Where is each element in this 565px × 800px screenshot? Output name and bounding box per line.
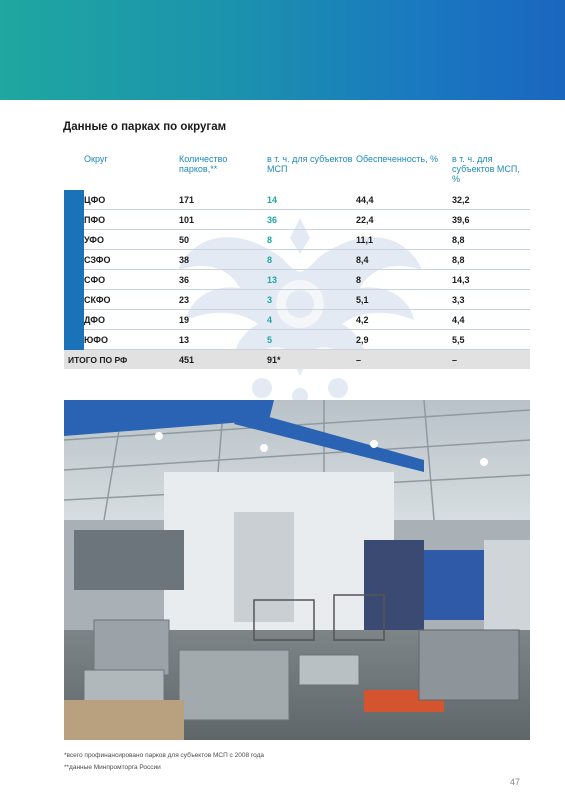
header-msp: в т. ч. для субъектов МСП [267,154,353,174]
section-title: Данные о парках по округам [63,121,227,133]
cell-okrug: ЦФО [84,190,179,210]
cell-count: 19 [179,310,267,330]
row-accent-bar [64,190,84,210]
cell-okrug: ДФО [84,310,179,330]
header-okrug: Округ [84,154,108,164]
cell-provision: 4,2 [356,310,452,330]
row-accent-bar [64,310,84,330]
cell-okrug: СЗФО [84,250,179,270]
header-banner [0,0,565,100]
cell-count: 13 [179,330,267,350]
cell-msp: 14 [267,190,356,210]
table-header-row [64,152,530,190]
cell-provision-msp: 32,2 [452,190,530,210]
table-row [64,270,530,290]
table-row [64,230,530,250]
footnote-1: *всего профинансировано парков для субъектов МСП с 2008 года [64,752,264,759]
cell-msp: 36 [267,210,356,230]
cell-total-count: 451 [179,350,267,370]
table-row [64,310,530,330]
cell-msp: 5 [267,330,356,350]
footnote-2: **данные Минпромторга России [64,764,161,771]
row-accent-bar [64,270,84,290]
cell-provision: 22,4 [356,210,452,230]
cell-provision: 11,1 [356,230,452,250]
cell-total-provision-msp: – [452,350,530,370]
table-row [64,210,530,230]
cell-total-provision: – [356,350,452,370]
cell-count: 50 [179,230,267,250]
table-row [64,330,530,350]
table-row [64,290,530,310]
table-row [64,190,530,210]
header-count: Количество парков,** [179,154,228,174]
cell-msp: 13 [267,270,356,290]
parks-table [64,152,530,369]
cell-okrug: ЮФО [84,330,179,350]
cell-msp: 8 [267,250,356,270]
row-accent-bar [64,250,84,270]
page-number: 47 [510,777,521,787]
cell-msp: 8 [267,230,356,250]
cell-count: 38 [179,250,267,270]
row-accent-bar [64,210,84,230]
cell-provision: 44,4 [356,190,452,210]
cell-provision-msp: 4,4 [452,310,530,330]
header-provision-msp: в т. ч. для субъектов МСП, % [452,154,520,184]
cell-provision-msp: 14,3 [452,270,530,290]
row-accent-bar [64,290,84,310]
cell-provision-msp: 5,5 [452,330,530,350]
cell-okrug: СКФО [84,290,179,310]
row-accent-bar [64,330,84,350]
cell-okrug: УФО [84,230,179,250]
factory-photo [64,400,530,740]
cell-count: 101 [179,210,267,230]
cell-provision: 5,1 [356,290,452,310]
cell-provision: 2,9 [356,330,452,350]
cell-provision: 8 [356,270,452,290]
cell-provision-msp: 8,8 [452,230,530,250]
cell-okrug: СФО [84,270,179,290]
row-accent-bar [64,230,84,250]
cell-provision-msp: 8,8 [452,250,530,270]
cell-total-msp: 91* [267,350,356,370]
table-total-row [64,350,530,370]
table-row [64,250,530,270]
cell-provision: 8,4 [356,250,452,270]
cell-okrug: ПФО [84,210,179,230]
header-provision: Обеспеченность, % [356,154,439,164]
cell-total-label: ИТОГО ПО РФ [64,350,179,370]
cell-count: 171 [179,190,267,210]
cell-msp: 4 [267,310,356,330]
cell-count: 36 [179,270,267,290]
cell-provision-msp: 3,3 [452,290,530,310]
cell-provision-msp: 39,6 [452,210,530,230]
cell-msp: 3 [267,290,356,310]
cell-count: 23 [179,290,267,310]
